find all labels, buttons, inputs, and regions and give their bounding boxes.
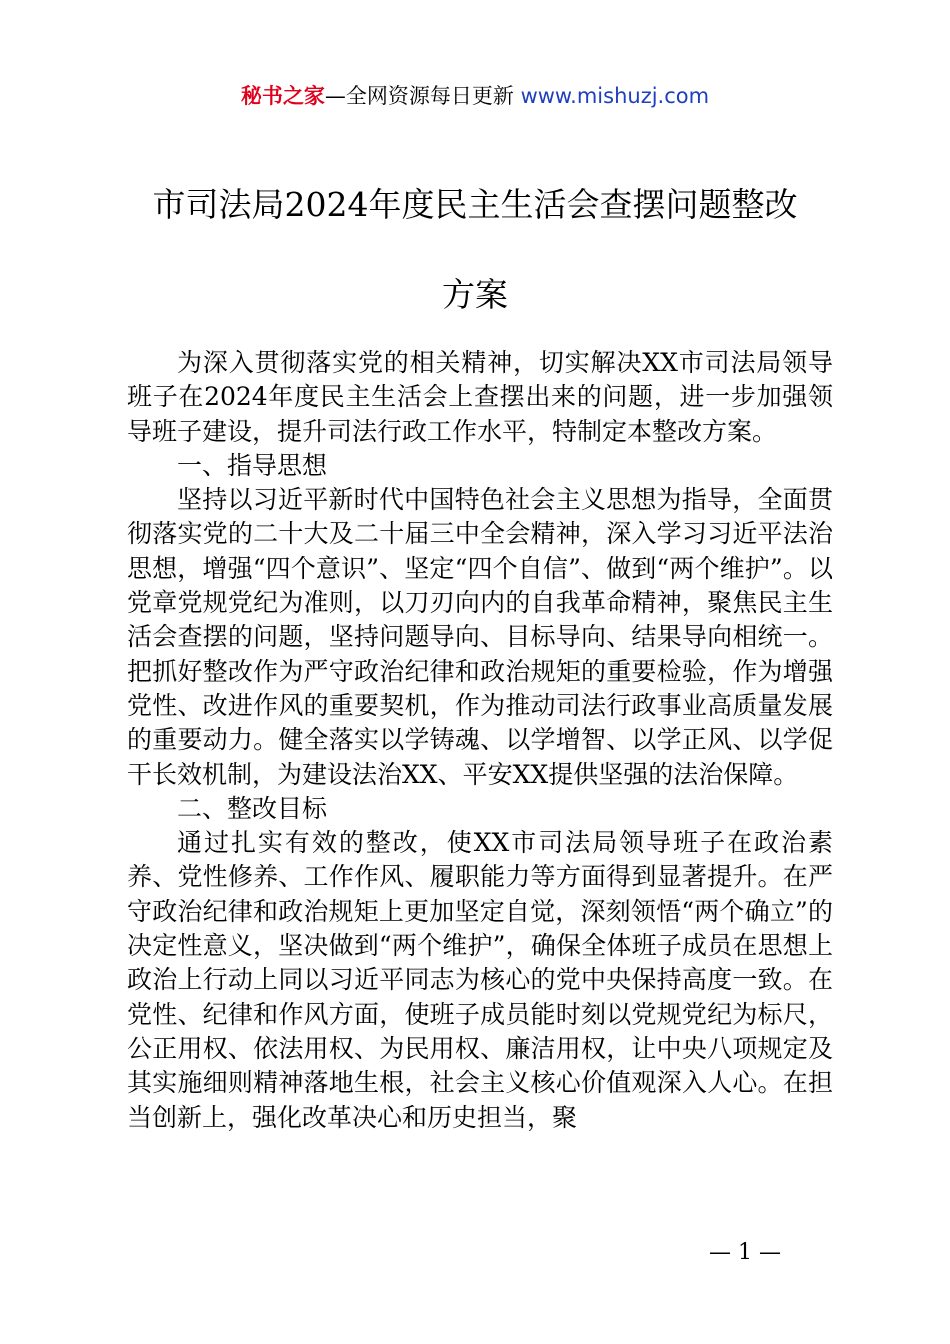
site-url[interactable]: www.mishuzj.com: [520, 84, 710, 108]
site-header: [0, 80, 950, 112]
title-line-1: 市司法局2024年度民主生活会查摆问题整改: [152, 185, 798, 224]
section-heading-guiding-thought: 一、指导思想: [177, 450, 328, 480]
document-body: [127, 346, 833, 1135]
site-brand: 秘书之家: [240, 84, 325, 108]
title-line-2: 方案: [442, 275, 508, 314]
site-tagline: —全网资源每日更新: [324, 84, 521, 108]
intro-paragraph: 为深入贯彻落实党的相关精神，切实解决XX市司法局领导班子在2024年度民主生活会上查摆出来的问题，进一步加强领导班子建设，提升司法行政工作水平，特制定本整改方案。: [127, 348, 833, 446]
rectification-goals-paragraph: 通过扎实有效的整改，使XX市司法局领导班子在政治素养、党性修养、工作作风、履职能力等方面得到显著提升。在严守政治纪律和政治规矩上更加坚定自觉，深刻领悟“两个确立”的决定性意义，坚决做到“两个维护”，确保全体班子成员在思想上政治上行动上同以习近平同志为核心的党中央保持高度一致。在党性、纪律和作风方面，使班子成员能时刻以党规党纪为标尺，公正用权、依法用权、为民用权、廉洁用权，让中央八项规定及其实施细则精神落地生根，社会主义核心价值观深入人心。在担当创新上，强化改革决心和历史担当，聚: [127, 828, 833, 1132]
guiding-thought-paragraph: 坚持以习近平新时代中国特色社会主义思想为指导，全面贯彻落实党的二十大及二十届三中全会精神，深入学习习近平法治思想，增强“四个意识”、坚定“四个自信”、做到“两个维护”。以党章党规党纪为准则，以刀刃向内的自我革命精神，聚焦民主生活会查摆的问题，坚持问题导向、目标导向、结果导向相统一。把抓好整改作为严守政治纪律和政治规矩的重要检验，作为增强党性、改进作风的重要契机，作为推动司法行政事业高质量发展的重要动力。健全落实以学铸魂、以学增智、以学正风、以学促干长效机制，为建设法治XX、平安XX提供坚强的法治保障。: [127, 485, 833, 789]
page-number: — 1 —: [709, 1240, 781, 1265]
section-heading-rectification-goals: 二、整改目标: [177, 793, 328, 823]
document-title: [110, 160, 840, 340]
